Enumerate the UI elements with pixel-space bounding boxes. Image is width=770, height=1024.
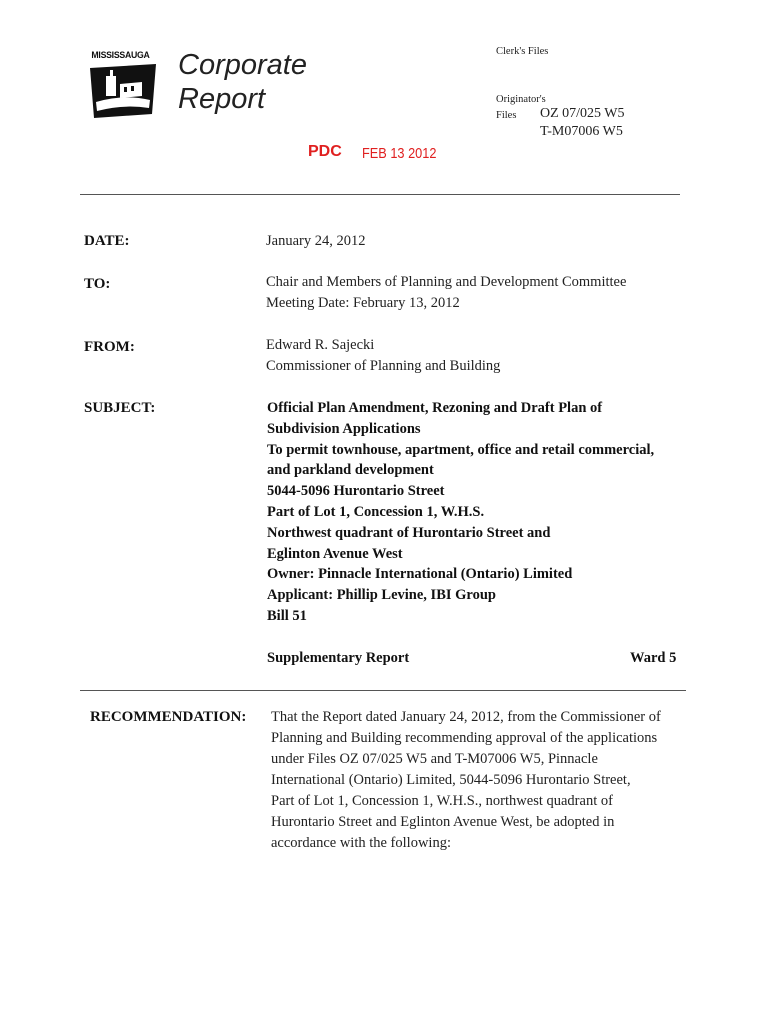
files-label: Files — [496, 110, 517, 121]
city-emblem-icon — [86, 62, 161, 120]
subject-line: Part of Lot 1, Concession 1, W.H.S. — [267, 503, 485, 520]
subject-line: Bill 51 — [267, 607, 307, 624]
to-line-1: Chair and Members of Planning and Development Committee — [266, 274, 627, 290]
subject-line: Official Plan Amendment, Rezoning and Draft Plan of — [267, 400, 603, 416]
report-title-line2: Report — [178, 83, 266, 115]
subject-line: and parkland development — [267, 462, 434, 479]
file-number-2: T-M07006 W5 — [540, 124, 623, 139]
recommendation-line: accordance with the following: — [271, 835, 451, 851]
recommendation-line: Part of Lot 1, Concession 1, W.H.S., northwest quadrant of — [271, 793, 613, 809]
from-value — [266, 335, 500, 377]
report-title-line1: Corporate — [178, 49, 307, 81]
recommendation-body — [271, 707, 661, 854]
stamp-date: FEB 13 2012 — [362, 145, 437, 162]
from-label: FROM: — [84, 339, 135, 355]
recommendation-line: International (Ontario) Limited, 5044-5096 Hurontario Street, — [271, 772, 631, 788]
to-label: TO: — [84, 276, 111, 292]
subject-line: To permit townhouse, apartment, office and retail commercial, — [267, 441, 655, 458]
to-line-2: Meeting Date: February 13, 2012 — [266, 295, 460, 311]
recommendation-line: That the Report dated January 24, 2012, from the Commissioner of — [271, 709, 661, 725]
subject-line: Northwest quadrant of Hurontario Street and — [267, 524, 551, 541]
header-divider — [80, 194, 680, 195]
recommendation-line: under Files OZ 07/025 W5 and T-M07006 W5, Pinnacle — [271, 751, 598, 767]
city-logo — [86, 50, 161, 120]
subject-block — [267, 398, 687, 627]
date-label: DATE: — [84, 233, 130, 249]
subject-label: SUBJECT: — [84, 400, 156, 416]
subject-line: Eglinton Avenue West — [267, 545, 403, 562]
report-type: Supplementary Report — [267, 650, 410, 666]
subject-line: Subdivision Applications — [267, 420, 421, 437]
recommendation-label: RECOMMENDATION: — [90, 709, 247, 725]
clerks-files-label: Clerk's Files — [496, 46, 549, 57]
from-line-2: Commissioner of Planning and Building — [266, 358, 501, 374]
originators-label: Originator's — [496, 94, 546, 105]
subject-line: Owner: Pinnacle International (Ontario) Limited — [267, 566, 573, 583]
recommendation-line: Planning and Building recommending approval of the applications — [271, 730, 658, 746]
subject-line: 5044-5096 Hurontario Street — [267, 483, 445, 500]
section-divider — [80, 690, 686, 691]
recommendation-line: Hurontario Street and Eglinton Avenue West, be adopted in — [271, 814, 615, 830]
date-value: January 24, 2012 — [266, 233, 366, 249]
from-line-1: Edward R. Sajecki — [266, 337, 375, 353]
committee-stamp: PDC — [308, 143, 342, 160]
file-number-1: OZ 07/025 W5 — [540, 106, 625, 121]
to-value — [266, 272, 626, 314]
subject-line: Applicant: Phillip Levine, IBI Group — [267, 587, 496, 604]
logo-wordmark: MISSISSAUGA — [91, 50, 150, 61]
ward-number: Ward 5 — [630, 650, 677, 666]
